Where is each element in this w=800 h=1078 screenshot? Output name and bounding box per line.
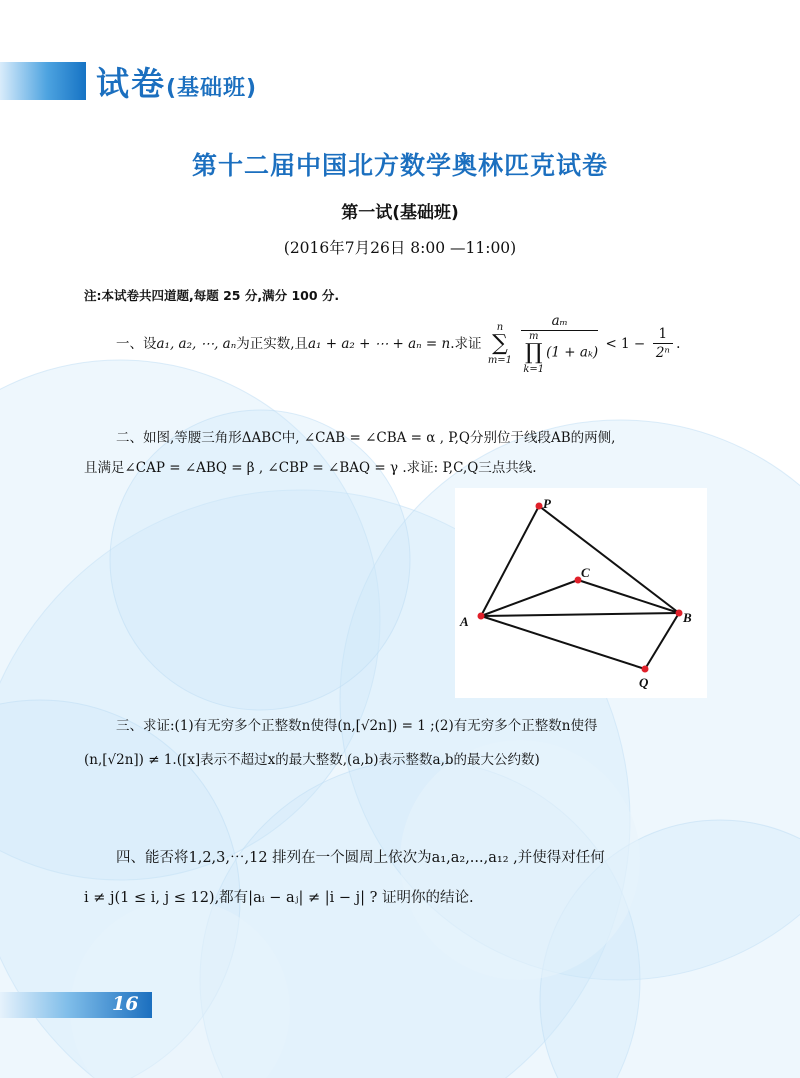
label-P: P bbox=[543, 496, 551, 511]
label-A: A bbox=[460, 614, 469, 629]
question-3-line-1: 三、求证:(1)有无穷多个正整数n使得(n,[√2n]) = 1 ;(2)有无穷多个正整数n使得 bbox=[116, 718, 598, 734]
q1-rhs-den: 2ⁿ bbox=[655, 345, 670, 361]
sum-upper: n bbox=[496, 321, 504, 333]
point-B bbox=[676, 610, 683, 617]
q1-denominator bbox=[521, 331, 598, 375]
q1-vars: a₁, a₂, ⋯, aₙ bbox=[156, 335, 237, 352]
question-4-line-1: 四、能否将1,2,3,⋯,12 排列在一个圆周上依次为a₁,a₂,...,a₁₂ ,并使得对任何 bbox=[116, 850, 605, 866]
prod-lower: k=1 bbox=[523, 364, 545, 375]
question-1 bbox=[116, 312, 680, 382]
page-number: 16 bbox=[112, 993, 139, 1015]
q1-fraction bbox=[521, 312, 598, 375]
q1-mid: 为正实数,且 bbox=[236, 335, 308, 352]
point-P bbox=[536, 503, 543, 510]
point-A bbox=[478, 613, 485, 620]
point-Q bbox=[642, 666, 649, 673]
question-2-line-2: 且满足∠CAP = ∠ABQ = β , ∠CBP = ∠BAQ = γ .求证: P,C,Q三点共线. bbox=[84, 460, 537, 476]
question-3-line-2: (n,[√2n]) ≠ 1.([x]表示不超过x的最大整数,(a,b)表示整数a,b的最大公约数) bbox=[84, 752, 540, 768]
header-title: 试卷 bbox=[96, 64, 166, 103]
section-header bbox=[96, 58, 257, 105]
q1-condition: a₁ + a₂ + ⋯ + aₙ = n bbox=[308, 335, 451, 352]
label-B: B bbox=[683, 610, 692, 625]
q1-prove: .求证 bbox=[450, 335, 482, 352]
label-C: C bbox=[581, 565, 590, 580]
prod-upper: m bbox=[529, 331, 539, 342]
paper-subtitle: 第一试(基础班) bbox=[341, 203, 459, 223]
paper-title: 第十二届中国北方数学奥林匹克试卷 bbox=[191, 151, 608, 180]
q1-numerator: aₘ bbox=[521, 312, 598, 331]
product-symbol: m ∏ k=1 bbox=[523, 331, 545, 375]
q1-rhs-num: 1 bbox=[653, 325, 674, 344]
label-Q: Q bbox=[639, 675, 649, 690]
header-accent-bar bbox=[0, 62, 86, 100]
q1-rhs-fraction bbox=[653, 325, 674, 362]
q1-end: . bbox=[676, 335, 681, 352]
prod-body: (1 + aₖ) bbox=[546, 344, 599, 361]
geometry-diagram bbox=[455, 488, 707, 698]
paper-date: (2016年7月26日 8:00 —11:00) bbox=[283, 239, 517, 257]
header-subtitle: (基础班) bbox=[166, 76, 258, 101]
question-4-line-2: i ≠ j(1 ≤ i, j ≤ 12),都有|aᵢ − aⱼ| ≠ |i − j| ? 证明你的结论. bbox=[84, 890, 474, 906]
exam-note: 注:本试卷共四道题,每题 25 分,满分 100 分. bbox=[84, 288, 340, 303]
q1-lead: 一、设 bbox=[116, 335, 157, 352]
sum-lower: m=1 bbox=[487, 354, 513, 366]
sum-symbol: n ∑ m=1 bbox=[487, 321, 513, 366]
question-2-line-1: 二、如图,等腰三角形ΔABC中, ∠CAB = ∠CBA = α , P,Q分别位于线段AB的两侧, bbox=[116, 430, 616, 446]
q1-rhs: < 1 − bbox=[605, 335, 646, 352]
